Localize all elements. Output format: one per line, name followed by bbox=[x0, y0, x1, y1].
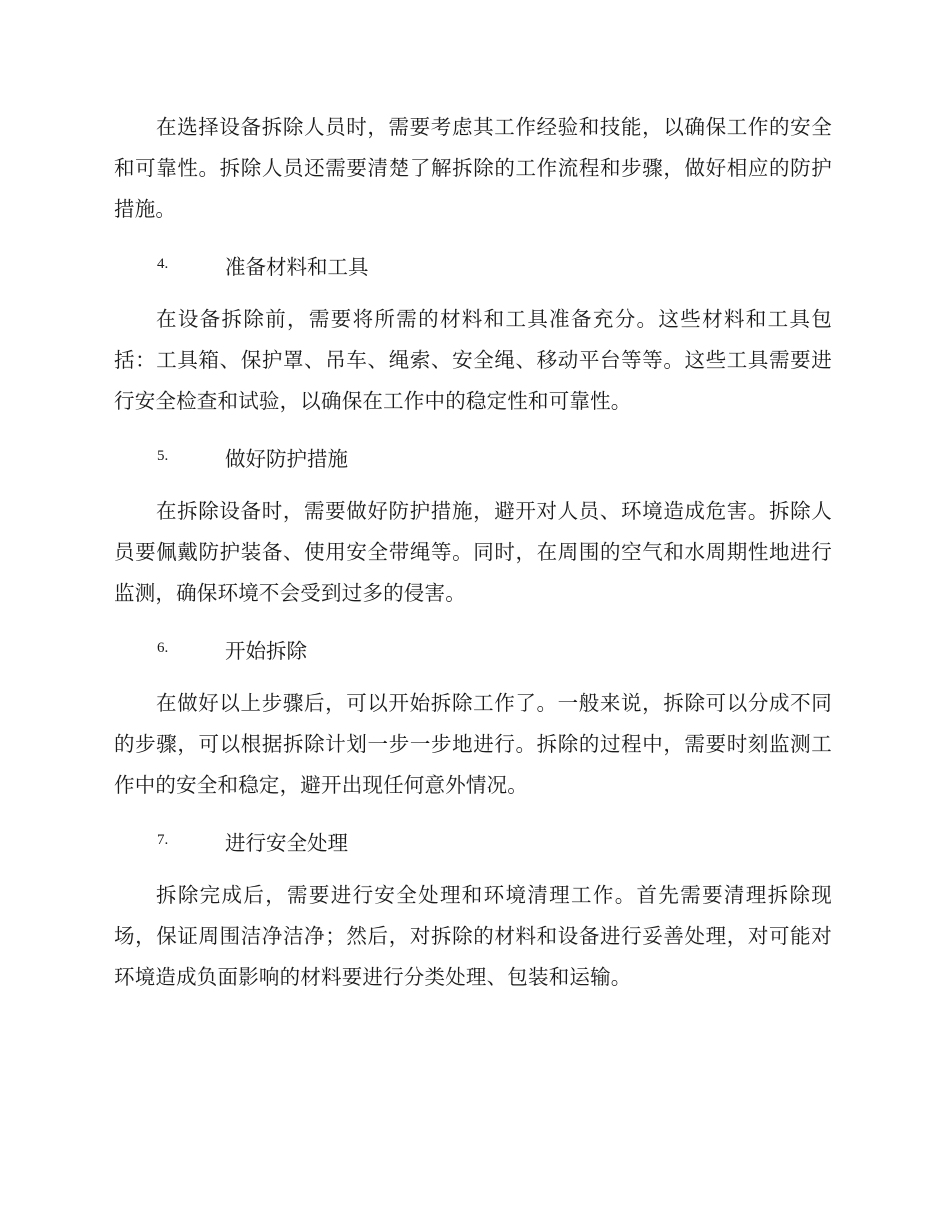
paragraph: 在设备拆除前，需要将所需的材料和工具准备充分。这些材料和工具包括：工具箱、保护罩、吊车、绳索、安全绳、移动平台等等。这些工具需要进行安全检查和试验，以确保在工作中的稳定性和可靠性。 bbox=[114, 307, 832, 413]
section-heading bbox=[114, 820, 832, 861]
section-number: 6. bbox=[157, 640, 169, 656]
section-number: 5. bbox=[157, 448, 169, 464]
document-body bbox=[114, 107, 832, 1012]
section-title: 进行安全处理 bbox=[225, 830, 348, 855]
section-title: 准备材料和工具 bbox=[225, 254, 369, 279]
paragraph: 拆除完成后，需要进行安全处理和环境清理工作。首先需要清理拆除现场，保证周围洁净洁净；然后，对拆除的材料和设备进行妥善处理，对可能对环境造成负面影响的材料要进行分类处理、包装和运输。 bbox=[114, 883, 832, 989]
section-number: 4. bbox=[157, 256, 169, 272]
section-heading bbox=[114, 244, 832, 285]
paragraph: 在选择设备拆除人员时，需要考虑其工作经验和技能，以确保工作的安全和可靠性。拆除人员还需要清楚了解拆除的工作流程和步骤，做好相应的防护措施。 bbox=[114, 115, 832, 221]
section-title: 开始拆除 bbox=[225, 638, 307, 663]
section-heading bbox=[114, 436, 832, 477]
section-title: 做好防护措施 bbox=[225, 446, 348, 471]
section-heading bbox=[114, 628, 832, 669]
paragraph: 在拆除设备时，需要做好防护措施，避开对人员、环境造成危害。拆除人员要佩戴防护装备、使用安全带绳等。同时，在周围的空气和水周期性地进行监测，确保环境不会受到过多的侵害。 bbox=[114, 499, 832, 605]
section-number: 7. bbox=[157, 832, 169, 848]
paragraph: 在做好以上步骤后，可以开始拆除工作了。一般来说，拆除可以分成不同的步骤，可以根据拆除计划一步一步地进行。拆除的过程中，需要时刻监测工作中的安全和稳定，避开出现任何意外情况。 bbox=[114, 691, 832, 797]
